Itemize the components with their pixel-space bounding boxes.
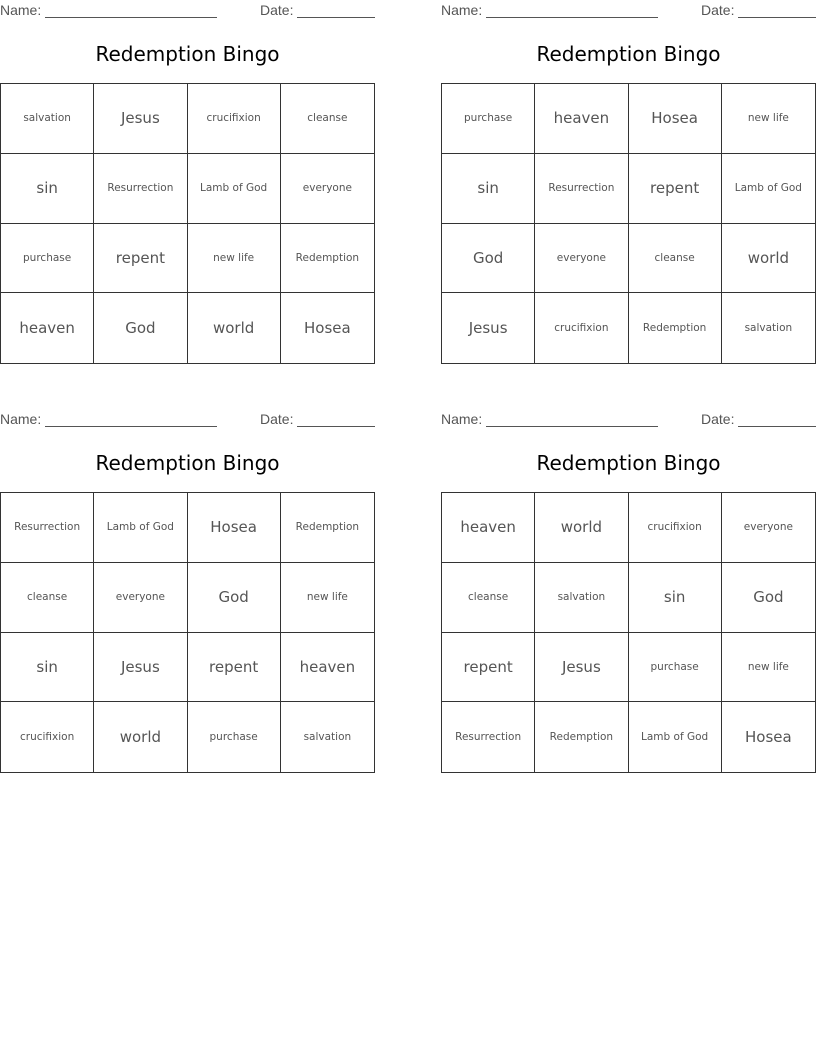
bingo-cell: heaven [281,633,374,703]
card-title: Redemption Bingo [95,451,280,475]
bingo-cell: everyone [281,154,374,224]
bingo-cell: sin [1,154,94,224]
date-blank-line[interactable] [738,426,816,427]
bingo-cell: Hosea [745,728,792,747]
bingo-cell: everyone [722,493,815,563]
bingo-cell: God [94,293,187,363]
bingo-card [441,0,816,375]
bingo-card [441,409,816,784]
date-label: Date: [701,2,735,18]
bingo-cell: Hosea [304,319,351,338]
bingo-cell: new life [722,633,815,703]
bingo-cell: world [535,493,628,563]
bingo-cell: Resurrection [1,493,94,563]
date-blank-line[interactable] [297,17,375,18]
bingo-cell: Redemption [629,293,722,363]
bingo-cell: Hosea [188,493,281,563]
date-label: Date: [260,2,294,18]
bingo-cell: world [188,293,281,363]
bingo-cell: God [442,224,535,294]
date-blank-line[interactable] [297,426,375,427]
bingo-cell: cleanse [1,563,94,633]
name-label: Name: [441,411,483,427]
name-blank-line[interactable] [45,426,217,427]
bingo-cell: sin [1,633,94,703]
card-title: Redemption Bingo [536,42,721,66]
date-blank-line[interactable] [738,17,816,18]
bingo-card [0,0,375,375]
bingo-cell: Jesus [94,84,187,154]
bingo-cell: cleanse [442,563,535,633]
bingo-cell: crucifixion [535,293,628,363]
bingo-cell: Lamb of God [722,154,815,224]
bingo-cell: new life [281,563,374,633]
bingo-cell: heaven [535,84,628,154]
bingo-cell: Redemption [535,702,628,772]
bingo-cell: cleanse [629,224,722,294]
card-header [0,2,375,20]
card-header [441,411,816,429]
date-label: Date: [260,411,294,427]
bingo-cell: Lamb of God [188,154,281,224]
card-header [441,2,816,20]
bingo-cell: purchase [442,84,535,154]
bingo-cell: purchase [188,702,281,772]
bingo-cell: Resurrection [535,154,628,224]
bingo-cell: Jesus [94,633,187,703]
name-blank-line[interactable] [45,17,217,18]
name-blank-line[interactable] [486,426,658,427]
bingo-cell: God [722,563,815,633]
bingo-cell: crucifixion [629,493,722,563]
bingo-cell: salvation [535,563,628,633]
bingo-cell: Redemption [281,224,374,294]
bingo-cell: repent [94,224,187,294]
bingo-cell: purchase [1,224,94,294]
bingo-cell: Resurrection [94,154,187,224]
bingo-grid [441,492,816,773]
name-blank-line[interactable] [486,17,658,18]
bingo-cell: Resurrection [442,702,535,772]
bingo-cell: salvation [303,731,352,744]
name-label: Name: [0,411,42,427]
bingo-cell: Hosea [629,84,722,154]
bingo-cell: everyone [535,224,628,294]
bingo-cell: Jesus [535,633,628,703]
bingo-grid [441,83,816,364]
bingo-cell: crucifixion [1,702,94,772]
bingo-cell: everyone [94,563,187,633]
bingo-cell: Redemption [281,493,374,563]
date-label: Date: [701,411,735,427]
bingo-cell: world [722,224,815,294]
bingo-card [0,409,375,784]
name-label: Name: [441,2,483,18]
bingo-cell: repent [442,633,535,703]
bingo-cell: crucifixion [188,84,281,154]
bingo-cell: cleanse [281,84,374,154]
bingo-cell: heaven [442,493,535,563]
bingo-cell: repent [629,154,722,224]
bingo-cell: world [94,702,187,772]
bingo-cell: new life [188,224,281,294]
name-label: Name: [0,2,42,18]
card-header [0,411,375,429]
bingo-cell: repent [188,633,281,703]
card-title: Redemption Bingo [95,42,280,66]
bingo-cell: sin [442,154,535,224]
bingo-cell: God [188,563,281,633]
bingo-cell: purchase [629,633,722,703]
bingo-cell: Lamb of God [94,493,187,563]
card-title: Redemption Bingo [536,451,721,475]
bingo-cell: Jesus [442,293,535,363]
bingo-grid [0,492,375,773]
bingo-cell: sin [629,563,722,633]
bingo-grid [0,83,375,364]
bingo-cell: Lamb of God [629,702,722,772]
bingo-cell: heaven [1,293,94,363]
bingo-cell: salvation [1,84,94,154]
bingo-cell: new life [722,84,815,154]
bingo-cell: salvation [744,322,793,335]
